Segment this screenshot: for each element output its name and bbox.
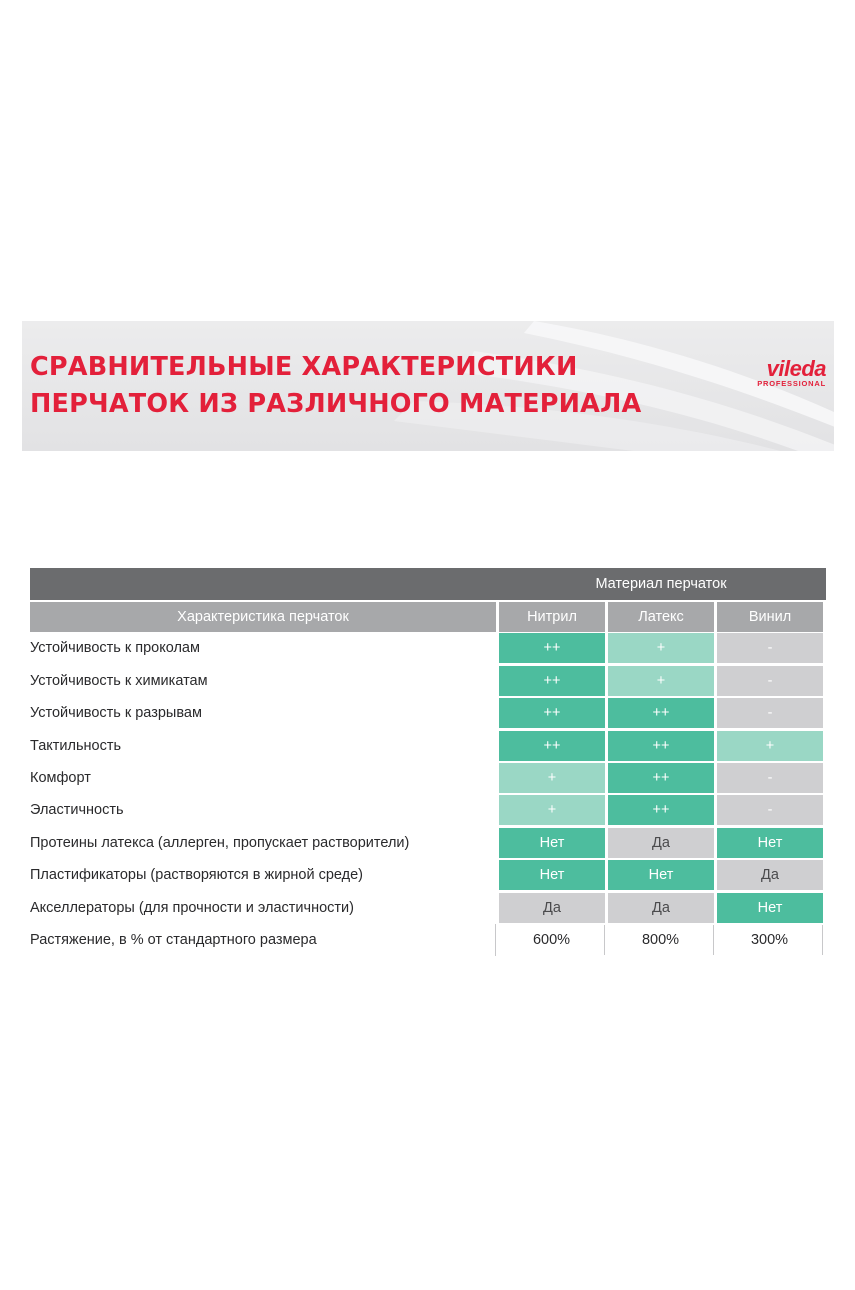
- row-value-vinyl: -: [717, 633, 823, 663]
- table-column-headers: [30, 602, 826, 632]
- table-row: [30, 827, 826, 859]
- row-value-vinyl: -: [717, 698, 823, 728]
- column-header-characteristic: Характеристика перчаток: [30, 602, 496, 632]
- row-value-latex: Да: [608, 828, 714, 858]
- row-value-vinyl: -: [717, 763, 823, 793]
- table-row: [30, 632, 826, 664]
- row-value-latex: +: [608, 666, 714, 696]
- row-value-nitrile: +: [499, 763, 605, 793]
- group-header-label: Материал перчаток: [595, 576, 727, 592]
- logo-subtitle: PROFESSIONAL: [757, 379, 826, 388]
- column-header-nitrile: Нитрил: [499, 602, 605, 632]
- header-banner: [22, 321, 834, 451]
- vileda-logo: [757, 356, 826, 389]
- table-group-header: [30, 568, 826, 600]
- table-row: [30, 859, 826, 891]
- table-body: [30, 632, 826, 956]
- row-characteristic: Протеины латекса (аллерген, пропускает растворители): [30, 834, 410, 851]
- table-row: [30, 665, 826, 697]
- row-value-vinyl: Нет: [717, 828, 823, 858]
- row-value-vinyl: -: [717, 795, 823, 825]
- row-value-vinyl: +: [717, 731, 823, 761]
- row-value-nitrile: +: [499, 795, 605, 825]
- title-line-1: СРАВНИТЕЛЬНЫЕ ХАРАКТЕРИСТИКИ: [30, 352, 578, 382]
- row-value-nitrile: ++: [499, 666, 605, 696]
- comparison-table: [30, 568, 826, 956]
- row-value-latex: ++: [608, 763, 714, 793]
- row-characteristic: Растяжение, в % от стандартного размера: [30, 924, 496, 956]
- row-characteristic: Пластификаторы (растворяются в жирной среде): [30, 867, 364, 884]
- row-value-latex: Да: [608, 893, 714, 923]
- row-value-latex: +: [608, 633, 714, 663]
- table-row: [30, 697, 826, 729]
- row-value-nitrile: 600%: [499, 925, 605, 955]
- row-value-vinyl: 300%: [717, 925, 823, 955]
- row-value-latex: ++: [608, 731, 714, 761]
- row-characteristic: Комфорт: [30, 769, 91, 786]
- column-header-latex: Латекс: [608, 602, 714, 632]
- row-value-vinyl: -: [717, 666, 823, 696]
- table-row: [30, 892, 826, 924]
- row-characteristic: Устойчивость к проколам: [30, 640, 200, 657]
- row-characteristic: Устойчивость к разрывам: [30, 705, 202, 722]
- row-value-nitrile: ++: [499, 731, 605, 761]
- row-value-vinyl: Нет: [717, 893, 823, 923]
- logo-brand: vileda: [766, 356, 826, 381]
- row-value-nitrile: Нет: [499, 860, 605, 890]
- table-row: [30, 794, 826, 826]
- row-value-latex: 800%: [608, 925, 714, 955]
- row-characteristic: Эластичность: [30, 802, 124, 819]
- page-title: [30, 349, 641, 423]
- column-header-vinyl: Винил: [717, 602, 823, 632]
- row-characteristic: Тактильность: [30, 737, 122, 754]
- row-characteristic: Устойчивость к химикатам: [30, 672, 208, 689]
- title-line-2: ПЕРЧАТОК ИЗ РАЗЛИЧНОГО МАТЕРИАЛА: [30, 389, 642, 419]
- row-value-latex: ++: [608, 795, 714, 825]
- row-value-nitrile: Да: [499, 893, 605, 923]
- row-characteristic: Акселлераторы (для прочности и эластичности): [30, 899, 354, 916]
- row-value-nitrile: ++: [499, 698, 605, 728]
- row-value-nitrile: ++: [499, 633, 605, 663]
- row-value-latex: Нет: [608, 860, 714, 890]
- table-row: [30, 762, 826, 794]
- table-row: [30, 924, 826, 956]
- row-value-nitrile: Нет: [499, 828, 605, 858]
- row-value-latex: ++: [608, 698, 714, 728]
- table-row: [30, 730, 826, 762]
- row-value-vinyl: Да: [717, 860, 823, 890]
